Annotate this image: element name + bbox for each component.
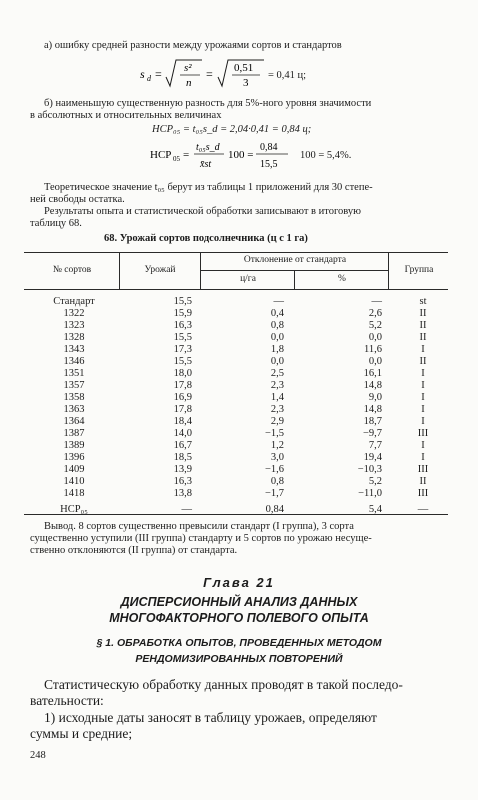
table-row: [24, 320, 448, 332]
table-row: [24, 404, 448, 416]
table-row: [24, 296, 448, 308]
table-row: [24, 392, 448, 404]
cell-group: I: [421, 404, 425, 415]
cell-dev-pct: 2,6: [368, 308, 382, 319]
body-p1-line2: вательности:: [30, 693, 104, 708]
cell-group: I: [421, 452, 425, 463]
table-vline-1: [119, 252, 120, 289]
cell-variety: 1410: [63, 476, 85, 487]
cell-yield: 18,5: [173, 452, 192, 463]
cell-dev-abs: 2,3: [270, 404, 284, 415]
cell-variety: 1343: [63, 344, 85, 355]
cell-dev-pct: −11,0: [358, 488, 382, 499]
cell-dev-pct: 0,0: [368, 332, 382, 343]
cell-yield: 15,5: [173, 296, 192, 307]
cell-group: —: [417, 504, 429, 515]
header-group: Группа: [404, 265, 434, 275]
cell-dev-abs: −1,5: [264, 428, 284, 439]
formula-a-result: = 0,41 ц;: [268, 70, 307, 81]
cell-dev-pct: 14,8: [363, 404, 382, 415]
header-yield: Урожай: [144, 265, 176, 275]
formula-b2: [150, 138, 300, 177]
cell-group: I: [421, 416, 425, 427]
table-header-rule: [24, 289, 448, 290]
header-variety: № сортов: [52, 265, 92, 275]
table-row: [24, 476, 448, 488]
table-row: [24, 428, 448, 440]
body-p2-line1: 1) исходные даты заносят в таблицу урожаев, определяют: [44, 710, 377, 725]
table-row: [24, 488, 448, 500]
text-line-b1: б) наименьшую существенную разность для 5%-ного уровня значимости: [44, 98, 372, 109]
cell-yield: 13,8: [173, 488, 192, 499]
chapter-title-2: МНОГОФАКТОРНОГО ПОЛЕВОГО ОПЫТА: [109, 611, 369, 625]
conclusion-line-3: ственно отклоняются (II группа) от стандарта.: [30, 545, 238, 556]
page-number: 248: [30, 750, 46, 761]
cell-variety: 1357: [63, 380, 85, 391]
cell-variety: 1396: [63, 452, 85, 463]
cell-dev-pct: 14,8: [363, 380, 382, 391]
conclusion-line-1: Вывод. 8 сортов существенно превысили стандарт (I группа), 3 сорта: [44, 521, 354, 532]
cell-yield: 15,5: [173, 356, 192, 367]
table-vline-3: [294, 270, 295, 289]
body-p2-line2: суммы и средние;: [30, 726, 133, 741]
cell-dev-pct: 5,2: [368, 320, 382, 331]
cell-group: III: [417, 488, 429, 499]
cell-dev-pct: —: [371, 296, 382, 307]
table-top-rule: [24, 252, 448, 253]
cell-dev-pct: 16,1: [363, 368, 382, 379]
cell-yield: 15,9: [173, 308, 192, 319]
cell-variety: 1389: [63, 440, 85, 451]
table-row: [24, 452, 448, 464]
formula-b2-svg: [150, 138, 300, 172]
cell-dev-abs: 0,8: [270, 320, 284, 331]
svg-text:НСР: НСР: [150, 149, 172, 161]
table-row: [24, 332, 448, 344]
cell-variety: 1358: [63, 392, 85, 403]
text-line-b2: в абсолютных и относительных величинах: [30, 110, 222, 121]
table-row: [24, 464, 448, 476]
text-theory-1: Теоретическое значение t₀₅ берут из таблицы 1 приложений для 30 степе-: [44, 182, 373, 193]
cell-variety: Стандарт: [53, 296, 95, 307]
cell-dev-pct: 5,2: [368, 476, 382, 487]
svg-text:s: s: [140, 67, 145, 81]
formula-b1: НСР₀₅ = t₀₅s_d = 2,04·0,41 = 0,84 ц;: [152, 124, 312, 135]
svg-text:=: =: [183, 149, 190, 161]
cell-dev-abs: 2,9: [270, 416, 284, 427]
svg-text:d: d: [147, 74, 151, 83]
svg-text:t₀₅s_d: t₀₅s_d: [196, 142, 220, 153]
svg-text:100 =: 100 =: [228, 149, 254, 161]
cell-yield: 17,8: [173, 404, 192, 415]
table-row: [24, 356, 448, 368]
cell-dev-abs: 1,2: [270, 440, 284, 451]
cell-yield: 13,9: [173, 464, 192, 475]
text-results-1: Результаты опыта и статистической обработки записывают в итоговую: [44, 206, 361, 217]
cell-dev-pct: −9,7: [362, 428, 382, 439]
cell-dev-pct: 18,7: [363, 416, 382, 427]
cell-group: II: [419, 308, 427, 319]
formula-a: [140, 56, 360, 90]
cell-variety: 1351: [63, 368, 85, 379]
cell-dev-abs: −1,7: [264, 488, 284, 499]
cell-variety: 1323: [63, 320, 85, 331]
cell-variety: 1409: [63, 464, 85, 475]
cell-variety: 1328: [63, 332, 85, 343]
cell-variety: 1346: [63, 356, 85, 367]
cell-dev-abs: 0,4: [270, 308, 284, 319]
svg-text:15,5: 15,5: [260, 159, 278, 170]
cell-yield: 16,3: [173, 320, 192, 331]
cell-yield: —: [181, 504, 192, 515]
header-per-ha: ц/га: [240, 274, 256, 284]
cell-dev-abs: 0,0: [270, 356, 284, 367]
cell-variety: 1418: [63, 488, 85, 499]
chapter-title-1: ДИСПЕРСИОННЫЙ АНАЛИЗ ДАННЫХ: [120, 595, 358, 609]
text-results-2: таблицу 68.: [30, 218, 82, 229]
svg-text:3: 3: [243, 77, 249, 89]
cell-yield: 15,5: [173, 332, 192, 343]
svg-text:0,51: 0,51: [234, 62, 254, 74]
svg-text:s²: s²: [184, 62, 192, 74]
chapter-heading: Глава 21: [203, 575, 275, 590]
table-row: [24, 308, 448, 320]
cell-variety: 1322: [63, 308, 85, 319]
cell-dev-pct: 7,7: [368, 440, 382, 451]
table-row: [24, 344, 448, 356]
svg-text:=: =: [155, 67, 162, 81]
table-vline-2: [200, 252, 201, 289]
header-deviation: Отклонение от стандарта: [243, 255, 347, 265]
cell-dev-abs: 3,0: [270, 452, 284, 463]
cell-dev-abs: —: [273, 296, 284, 307]
section-title-1: § 1. ОБРАБОТКА ОПЫТОВ, ПРОВЕДЕННЫХ МЕТОДОМ: [96, 637, 382, 649]
cell-yield: 18,4: [173, 416, 192, 427]
cell-yield: 17,3: [173, 344, 192, 355]
table-row: [24, 416, 448, 428]
cell-dev-abs: 0,0: [270, 332, 284, 343]
table-footer-row: [24, 504, 448, 516]
table-vline-4: [388, 252, 389, 289]
body-p1-line1: Статистическую обработку данных проводят в такой последо-: [44, 677, 403, 692]
svg-text:=: =: [206, 67, 213, 81]
cell-dev-abs: −1,6: [264, 464, 284, 475]
cell-dev-pct: 5,4: [368, 504, 382, 515]
cell-group: II: [419, 356, 427, 367]
cell-dev-pct: 0,0: [368, 356, 382, 367]
table-row: [24, 368, 448, 380]
text-theory-2: ней свободы остатка.: [30, 194, 125, 205]
cell-variety: 1364: [63, 416, 85, 427]
cell-group: I: [421, 344, 425, 355]
cell-dev-pct: 9,0: [368, 392, 382, 403]
cell-group: III: [417, 428, 429, 439]
yield-table: [24, 252, 448, 514]
cell-group: III: [417, 464, 429, 475]
cell-dev-pct: −10,3: [357, 464, 382, 475]
header-percent: %: [338, 274, 346, 284]
text-line-a: а) ошибку средней разности между урожаями сортов и стандартов: [44, 40, 342, 51]
cell-group: II: [419, 320, 427, 331]
cell-group: st: [419, 296, 427, 307]
table-row: [24, 440, 448, 452]
cell-group: II: [419, 476, 427, 487]
cell-dev-abs: 1,8: [270, 344, 284, 355]
cell-dev-abs: 1,4: [270, 392, 284, 403]
conclusion-line-2: существенно уступили (III группа) стандарту и 5 сортов по урожаю несуще-: [30, 533, 372, 544]
cell-dev-pct: 11,6: [364, 344, 382, 355]
svg-text:05: 05: [173, 155, 180, 163]
svg-text:n: n: [186, 77, 192, 89]
cell-dev-pct: 19,4: [363, 452, 382, 463]
cell-yield: 16,9: [173, 392, 192, 403]
formula-a-svg: [140, 56, 360, 90]
cell-group: I: [421, 440, 425, 451]
cell-variety: 1363: [63, 404, 85, 415]
cell-yield: 18,0: [173, 368, 192, 379]
cell-variety: 1387: [63, 428, 85, 439]
svg-text:0,84: 0,84: [260, 142, 278, 153]
cell-variety: НСР₀₅: [60, 504, 88, 515]
cell-group: I: [421, 380, 425, 391]
table-caption: 68. Урожай сортов подсолнечника (ц с 1 га): [104, 233, 308, 244]
cell-dev-abs: 2,5: [270, 368, 284, 379]
cell-group: I: [421, 392, 425, 403]
cell-yield: 16,7: [173, 440, 192, 451]
cell-dev-abs: 0,84: [265, 504, 284, 515]
cell-dev-abs: 2,3: [270, 380, 284, 391]
cell-yield: 14,0: [173, 428, 192, 439]
cell-group: I: [421, 368, 425, 379]
svg-text:x̄st: x̄st: [200, 159, 212, 170]
cell-dev-abs: 0,8: [270, 476, 284, 487]
table-row: [24, 380, 448, 392]
cell-group: II: [419, 332, 427, 343]
cell-yield: 16,3: [173, 476, 192, 487]
formula-b2-result: 100 = 5,4%.: [300, 150, 352, 161]
cell-yield: 17,8: [173, 380, 192, 391]
section-title-2: РЕНДОМИЗИРОВАННЫХ ПОВТОРЕНИЙ: [135, 653, 343, 665]
